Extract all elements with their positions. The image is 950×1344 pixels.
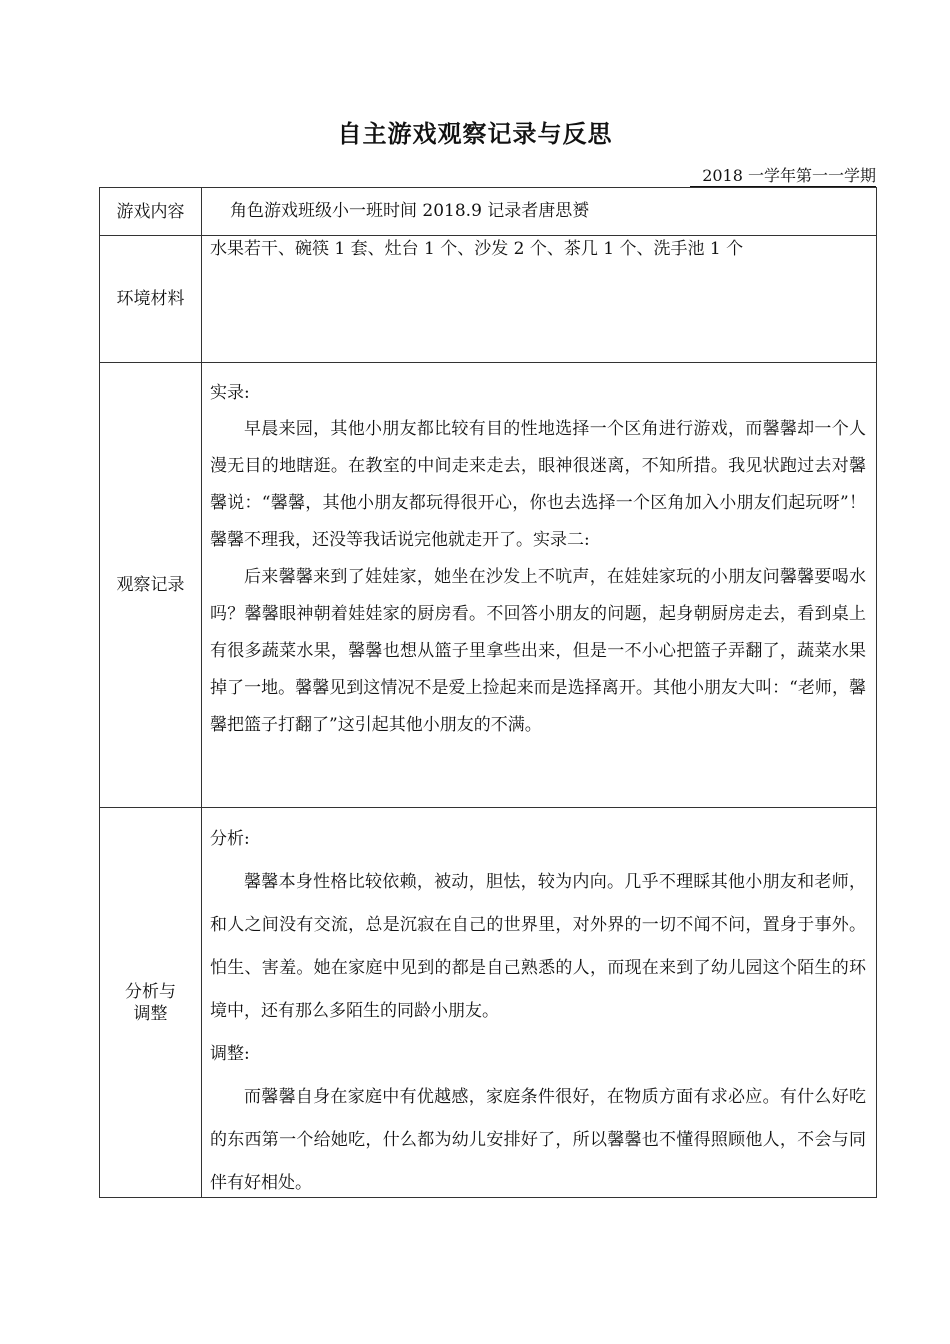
table-row-observation	[100, 363, 877, 808]
game-content-label: 游戏内容	[100, 188, 202, 236]
table-row-environment	[100, 236, 877, 363]
table-row-game-content	[100, 188, 877, 236]
environment-label: 环境材料	[100, 236, 202, 363]
page-title: 自主游戏观察记录与反思	[337, 120, 613, 148]
table-row-analysis	[100, 808, 877, 1198]
adjustment-heading: 调整:	[210, 1044, 250, 1064]
observation-paragraph-2: 后来馨馨来到了娃娃家，她坐在沙发上不吭声，在娃娃家玩的小朋友问馨馨要喝水吗？馨馨眼神朝着娃娃家的厨房看。不回答小朋友的问题，起身朝厨房走去，看到桌上有很多蔬菜水果，馨馨也想从篮子里拿些出来，但是一不小心把篮子弄翻了，蔬菜水果掉了一地。馨馨见到这情况不是爱上捡起来而是选择离开。其他小朋友大叫：“老师，馨馨把篮子打翻了”这引起其他小朋友的不满。	[210, 567, 866, 735]
observation-paragraph-1: 早晨来园，其他小朋友都比较有目的性地选择一个区角进行游戏，而馨馨却一个人漫无目的地瞎逛。在教室的中间走来走去，眼神很迷离，不知所措。我见状跑过去对馨馨说：“馨馨，其他小朋友都玩得很开心，你也去选择一个区角加入小朋友们起玩呀”！馨馨不理我，还没等我话说完他就走开了。实录二:	[210, 419, 866, 550]
analysis-heading: 分析:	[210, 829, 250, 849]
observation-cell	[202, 363, 877, 808]
analysis-cell	[202, 808, 877, 1198]
analysis-label-line-2: 调整	[133, 1003, 168, 1024]
analysis-paragraph: 馨馨本身性格比较依赖，被动，胆怯，较为内向。几乎不理睬其他小朋友和老师，和人之间没有交流，总是沉寂在自己的世界里，对外界的一切不闻不问，置身于事外。怕生、害羞。她在家庭中见到的都是自己熟悉的人，而现在来到了幼儿园这个陌生的环境中，还有那么多陌生的同龄小朋友。	[210, 872, 866, 1021]
record-table	[99, 187, 877, 1198]
adjustment-paragraph: 而馨馨自身在家庭中有优越感，家庭条件很好，在物质方面有求必应。有什么好吃的东西第一个给她吃，什么都为幼儿安排好了，所以馨馨也不懂得照顾他人，不会与同伴有好相处。	[210, 1087, 866, 1193]
game-content-cell	[202, 188, 877, 236]
analysis-label	[100, 808, 202, 1198]
environment-text: 水果若干、碗筷 1 套、灶台 1 个、沙发 2 个、茶几 1 个、洗手池 1 个	[210, 239, 744, 259]
environment-cell	[202, 236, 877, 363]
analysis-label-line-1: 分析与	[125, 981, 176, 1002]
game-content-text: 角色游戏班级小一班时间 2018.9 记录者唐思赟	[230, 201, 590, 221]
term-label: 2018 一学年第一一学期	[690, 166, 876, 187]
observation-heading: 实录:	[210, 383, 250, 403]
observation-label: 观察记录	[100, 363, 202, 808]
